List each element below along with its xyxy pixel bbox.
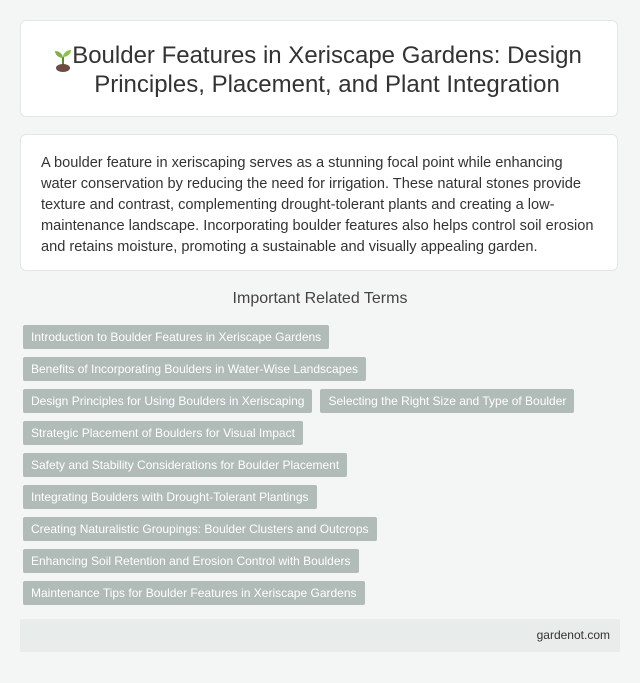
term-tag[interactable]: Maintenance Tips for Boulder Features in Xeriscape Gardens: [23, 581, 365, 605]
related-terms-heading: Important Related Terms: [232, 290, 408, 307]
term-tag[interactable]: Safety and Stability Considerations for Boulder Placement: [23, 453, 347, 477]
description-text: A boulder feature in xeriscaping serves as a stunning focal point while enhancing water conservation by reducing the need for irrigation. These natural stones provide texture and contrast, complementing drought-tolerant plants and creating a low-maintenance landscape. Incorporating boulder features also helps control soil erosion and retains moisture, promoting a sustainable and visually appealing garden.: [41, 155, 594, 255]
page-title: Boulder Features in Xeriscape Gardens: Design Principles, Placement, and Plant Integration: [72, 42, 582, 98]
term-tag[interactable]: Integrating Boulders with Drought-Tolerant Plantings: [23, 485, 317, 509]
term-tag[interactable]: Benefits of Incorporating Boulders in Water-Wise Landscapes: [23, 357, 366, 381]
term-tag[interactable]: Strategic Placement of Boulders for Visual Impact: [23, 421, 303, 445]
term-tag[interactable]: Enhancing Soil Retention and Erosion Control with Boulders: [23, 549, 359, 573]
footer: [20, 619, 620, 652]
term-tag[interactable]: Introduction to Boulder Features in Xeriscape Gardens: [23, 325, 329, 349]
related-terms-list: [23, 325, 623, 613]
term-tag[interactable]: Selecting the Right Size and Type of Boulder: [320, 389, 574, 413]
term-tag[interactable]: Creating Naturalistic Groupings: Boulder Clusters and Outcrops: [23, 517, 377, 541]
site-link[interactable]: gardenot.com: [536, 628, 610, 642]
description-card: [20, 134, 618, 271]
term-tag[interactable]: Design Principles for Using Boulders in Xeriscaping: [23, 389, 312, 413]
title-card: [20, 20, 618, 117]
